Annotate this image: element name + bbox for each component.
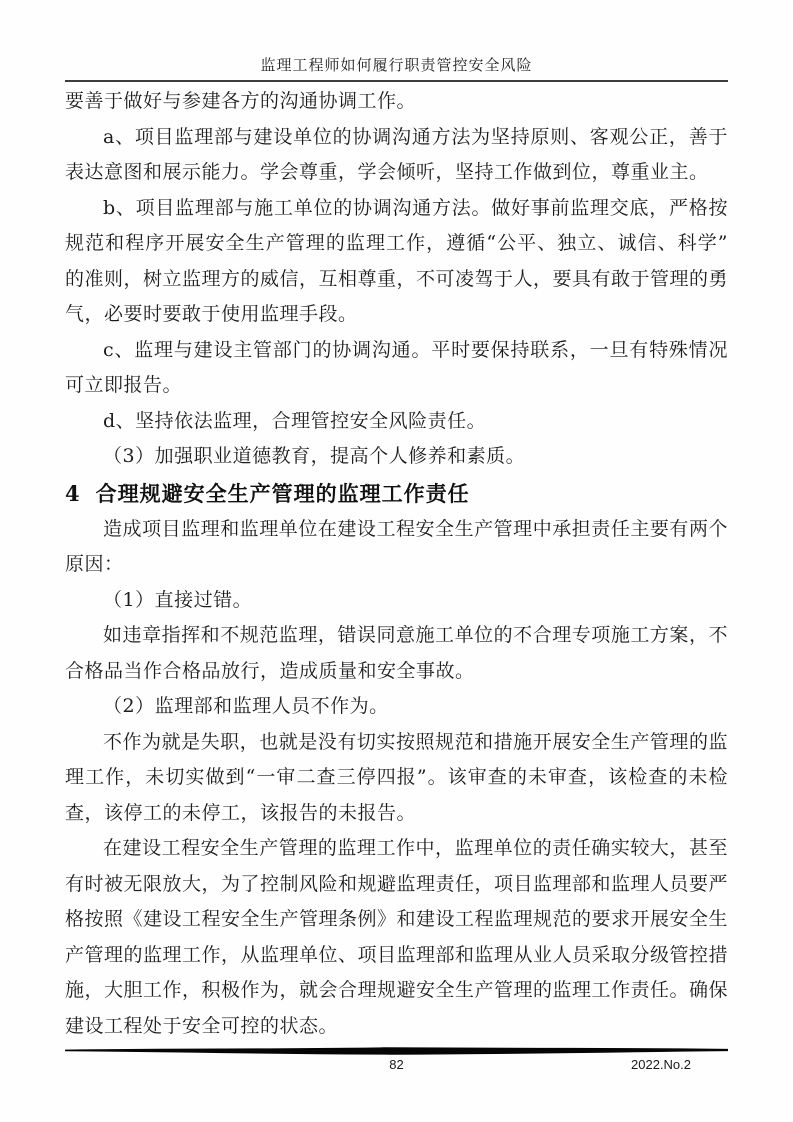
section-heading-number: 4 (65, 480, 80, 506)
footer-rule-bar (65, 1046, 728, 1056)
page-number: 82 (389, 1057, 404, 1072)
intro-paragraph-list (65, 84, 728, 475)
section-heading-title: 合理规避安全生产管理的监理工作责任 (95, 480, 470, 506)
section-heading (65, 475, 728, 512)
issue-label: 2022.No.2 (631, 1057, 691, 1072)
body-paragraph: c、监理与建设主管部门的协调沟通。平时要保持联系，一旦有特殊情况可立即报告。 (65, 338, 728, 396)
body-paragraph: a、项目监理部与建设单位的协调沟通方法为坚持原则、客观公正，善于表达意图和展示能力。学会尊重，学会倾听，坚持工作做到位，尊重业主。 (65, 125, 728, 183)
body-paragraph: （1）直接过错。 (103, 588, 253, 611)
body-paragraph: （3）加强职业道德教育，提高个人修养和素质。 (103, 445, 526, 467)
body-paragraph: 在建设工程安全生产管理的监理工作中，监理单位的责任确实较大，甚至有时被无限放大，为了控制风险和规避监理责任，项目监理部和监理人员要严格按照《建设工程安全生产管理条例》和建设工程监理规范的要求开展安全生产管理的监理工作，从监理单位、项目监理部和监理从业人员采取分级管控措施，大胆工作，积极作为，就会合理规避安全生产管理的监理工作责任。确保建设工程处于安全可控的状态。 (65, 837, 729, 1037)
body-paragraph: d、坚持依法监理，合理管控安全风险责任。 (103, 409, 487, 432)
body-paragraph: 要善于做好与参建各方的沟通协调工作。 (65, 90, 417, 112)
running-header (65, 0, 728, 82)
page-content (65, 0, 728, 1044)
article-body (65, 82, 728, 1044)
footer-meta-row (65, 1057, 728, 1075)
body-paragraph: b、项目监理部与施工单位的协调沟通方法。做好事前监理交底，严格按规范和程序开展安全生产管理的监理工作，遵循“公平、独立、诚信、科学”的准则，树立监理方的威信，互相尊重，不可凌驾于人，要具有敢于管理的勇气，必要时要敢于使用监理手段。 (65, 196, 729, 325)
body-paragraph: 如违章指挥和不规范监理，错误同意施工单位的不合理专项施工方案，不合格品当作合格品放行，造成质量和安全事故。 (65, 624, 728, 682)
page-footer (65, 1046, 728, 1075)
running-header-title: 监理工程师如何履行职责管控安全风险 (260, 56, 533, 74)
section-paragraph-list (65, 512, 728, 1045)
body-paragraph: 造成项目监理和监理单位在建设工程安全生产管理中承担责任主要有两个原因： (65, 517, 728, 575)
body-paragraph: 不作为就是失职，也就是没有切实按照规范和措施开展安全生产管理的监理工作，未切实做到“一审二查三停四报”。该审查的未审查，该检查的未检查，该停工的未停工，该报告的未报告。 (65, 730, 728, 824)
body-paragraph: （2）监理部和监理人员不作为。 (103, 695, 389, 717)
